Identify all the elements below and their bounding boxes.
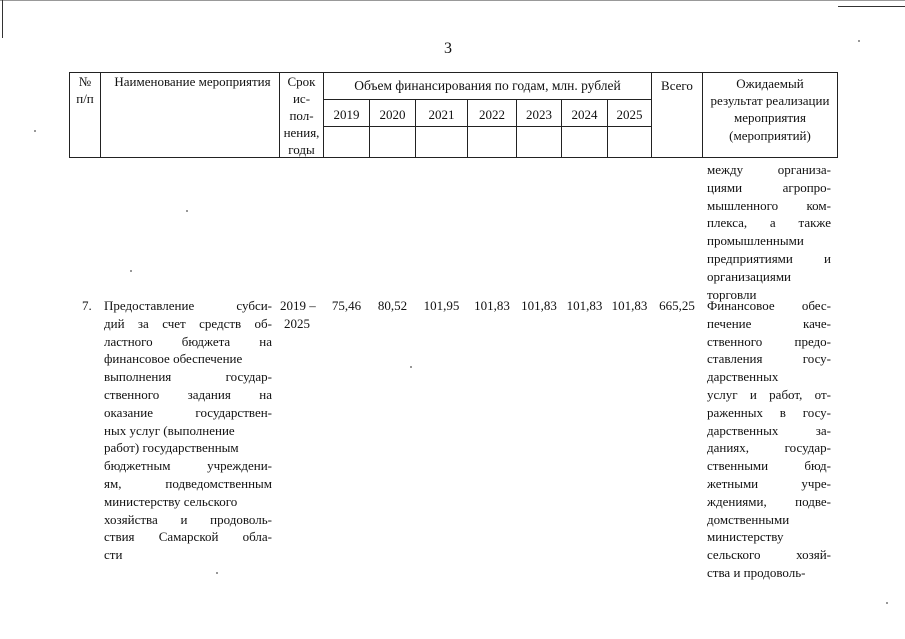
header-year-2025: 2025	[616, 107, 643, 122]
result-line: мышленного ком-	[707, 197, 831, 213]
scan-speck	[186, 210, 188, 212]
scan-speck	[410, 366, 412, 368]
header-name: Наименование мероприятия	[114, 74, 271, 89]
scan-speck	[130, 270, 132, 272]
page-number: 3	[444, 40, 452, 57]
result-line: ственными бюд-	[707, 458, 831, 474]
result-line: печение каче-	[707, 315, 831, 331]
header-year-2020: 2020	[379, 107, 406, 122]
header-year-2024: 2024	[571, 107, 598, 122]
value-2021: 101,95	[423, 298, 460, 313]
result-line: ставления госу-	[707, 351, 831, 367]
value-2023: 101,83	[521, 298, 557, 313]
name-line: ствия Самарской обла-	[104, 529, 272, 545]
result-line: предприятиями и	[707, 250, 831, 266]
scan-speck	[886, 602, 888, 604]
result-line: министерству	[707, 529, 784, 545]
result-line: сельского хозяй-	[707, 547, 831, 563]
header-number: № п/п	[76, 74, 94, 106]
name-line: дий за счет средств об-	[104, 315, 272, 331]
result-line: дарственных	[707, 369, 779, 385]
header-year-2021: 2021	[428, 107, 455, 122]
name-line: Предоставление субси-	[104, 298, 272, 313]
name-line: сти	[104, 547, 123, 563]
scan-speck	[216, 572, 218, 574]
name-line: ям, подведомственным	[104, 475, 272, 491]
value-2024: 101,83	[566, 298, 603, 313]
result-line: торговли	[707, 286, 757, 302]
name-line: бюджетным учреждени-	[104, 458, 272, 474]
header-year-2022: 2022	[479, 107, 505, 122]
result-line: ждениями, подве-	[707, 493, 831, 509]
scan-speck	[34, 130, 36, 132]
name-line: оказание государствен-	[104, 404, 272, 420]
result-line: плекса, а также	[707, 215, 831, 231]
name-line: выполнения государ-	[104, 369, 272, 385]
scan-edge-left	[2, 0, 3, 38]
row-name-text	[104, 297, 272, 564]
result-line: жетными учре-	[707, 475, 831, 491]
result-line: даниях, государ-	[707, 440, 831, 456]
header-year-2019: 2019	[333, 107, 360, 122]
header-funding: Объем финансирования по годам, млн. рублей	[354, 78, 621, 93]
result-line: циями агропро-	[707, 179, 831, 195]
result-line: ства и продоволь-	[707, 564, 806, 580]
value-2022: 101,83	[474, 298, 510, 313]
value-2019: 75,46	[331, 298, 362, 313]
value-total: 665,25	[659, 298, 695, 313]
name-line: работ) государственным	[104, 440, 239, 456]
row-number: 7.	[82, 298, 92, 313]
scan-edge-top	[0, 0, 905, 1]
value-2020: 80,52	[377, 298, 408, 313]
name-line: финансовое обеспечение	[104, 351, 243, 367]
result-line: раженных в госу-	[707, 404, 831, 420]
result-line: организациями	[707, 268, 791, 284]
result-line: домственными	[707, 511, 790, 527]
name-line: хозяйства и продоволь-	[104, 511, 272, 527]
name-line: ственного задания на	[104, 386, 272, 402]
result-line: ственного предо-	[707, 333, 831, 349]
result-line: дарственных за-	[707, 422, 831, 438]
name-line: ных услуг (выполнение	[104, 422, 235, 438]
header-total: Всего	[661, 78, 693, 93]
result-line: промышленными	[707, 233, 804, 249]
row-term-start: 2019 –	[280, 298, 316, 313]
name-line: министерству сельского	[104, 493, 238, 509]
name-line: ластного бюджета на	[104, 333, 272, 349]
scan-edge-right-mark	[838, 6, 905, 7]
header-year-2023: 2023	[526, 107, 552, 122]
result-line: Финансовое обес-	[707, 298, 831, 313]
result-line: между организа-	[707, 162, 831, 177]
continued-result-text	[707, 161, 831, 303]
row-result-text	[707, 297, 831, 582]
header-result: Ожидаемый результат реализации мероприятия (мероприятий)	[710, 76, 830, 143]
value-2025: 101,83	[611, 298, 648, 313]
result-line: услуг и работ, от-	[707, 386, 831, 402]
scan-speck	[858, 40, 860, 42]
row-term-end: 2025	[284, 316, 310, 331]
header-term: Срок ис- пол- нения, годы	[283, 74, 320, 157]
